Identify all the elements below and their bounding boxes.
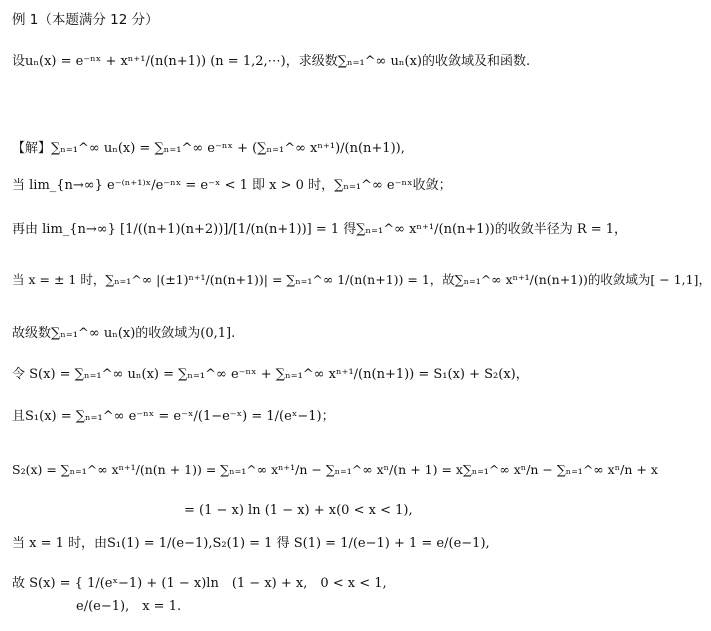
solution-line-6: 令 S(x) = ∑ₙ₌₁^∞ uₙ(x) = ∑ₙ₌₁^∞ e⁻ⁿˣ + ∑ₙ₌₁^∞ xⁿ⁺¹/(n(n+1)) = S₁(x) + S₂(x)，: [12, 367, 529, 382]
solution-line-10: 当 x = 1 时，由S₁(1) = 1/(e−1),S₂(1) = 1 得 S(1) = 1/(e−1) + 1 = e/(e−1),: [12, 536, 490, 551]
example-heading: 例 1（本题满分 12 分）: [12, 12, 159, 28]
solution-line-9: = (1 − x) ln (1 − x) + x(0 < x < 1),: [184, 503, 413, 518]
problem-statement: 设uₙ(x) = e⁻ⁿˣ + xⁿ⁺¹/(n(n+1)) (n = 1,2,⋯)，求级数∑ₙ₌₁^∞ uₙ(x)的收敛域及和函数.: [12, 54, 531, 69]
solution-line-11: 故 S(x) = { 1/(eˣ−1) + (1 − x)ln (1 − x) + x, 0 < x < 1,: [12, 576, 387, 591]
solution-line-5: 故级数∑ₙ₌₁^∞ uₙ(x)的收敛域为(0,1].: [12, 326, 236, 341]
solution-line-1: 【解】∑ₙ₌₁^∞ uₙ(x) = ∑ₙ₌₁^∞ e⁻ⁿˣ + (∑ₙ₌₁^∞ xⁿ⁺¹)/(n(n+1)),: [12, 141, 405, 156]
solution-line-12: e/(e−1), x = 1.: [76, 599, 182, 614]
solution-line-8: S₂(x) = ∑ₙ₌₁^∞ xⁿ⁺¹/(n(n + 1)) = ∑ₙ₌₁^∞ xⁿ⁺¹/n − ∑ₙ₌₁^∞ xⁿ/(n + 1) = x∑ₙ₌₁^∞ xⁿ/n − ∑ₙ₌₁^∞ xⁿ/n + x: [12, 462, 658, 477]
solution-line-3: 再由 lim_{n→∞} [1/((n+1)(n+2))]/[1/(n(n+1))] = 1 得∑ₙ₌₁^∞ xⁿ⁺¹/(n(n+1))的收敛半径为 R = 1，: [12, 222, 628, 237]
solution-line-7: 且S₁(x) = ∑ₙ₌₁^∞ e⁻ⁿˣ = e⁻ˣ/(1−e⁻ˣ) = 1/(eˣ−1)；: [12, 409, 335, 424]
solution-line-2: 当 lim_{n→∞} e⁻⁽ⁿ⁺¹⁾ˣ/e⁻ⁿˣ = e⁻ˣ < 1 即 x > 0 时，∑ₙ₌₁^∞ e⁻ⁿˣ收敛；: [12, 178, 452, 193]
solution-line-4: 当 x = ± 1 时，∑ₙ₌₁^∞ |(±1)ⁿ⁺¹/(n(n+1))| = ∑ₙ₌₁^∞ 1/(n(n+1)) = 1，故∑ₙ₌₁^∞ xⁿ⁺¹/(n(n+1))的收敛域为[ − 1,1]，: [12, 272, 711, 287]
